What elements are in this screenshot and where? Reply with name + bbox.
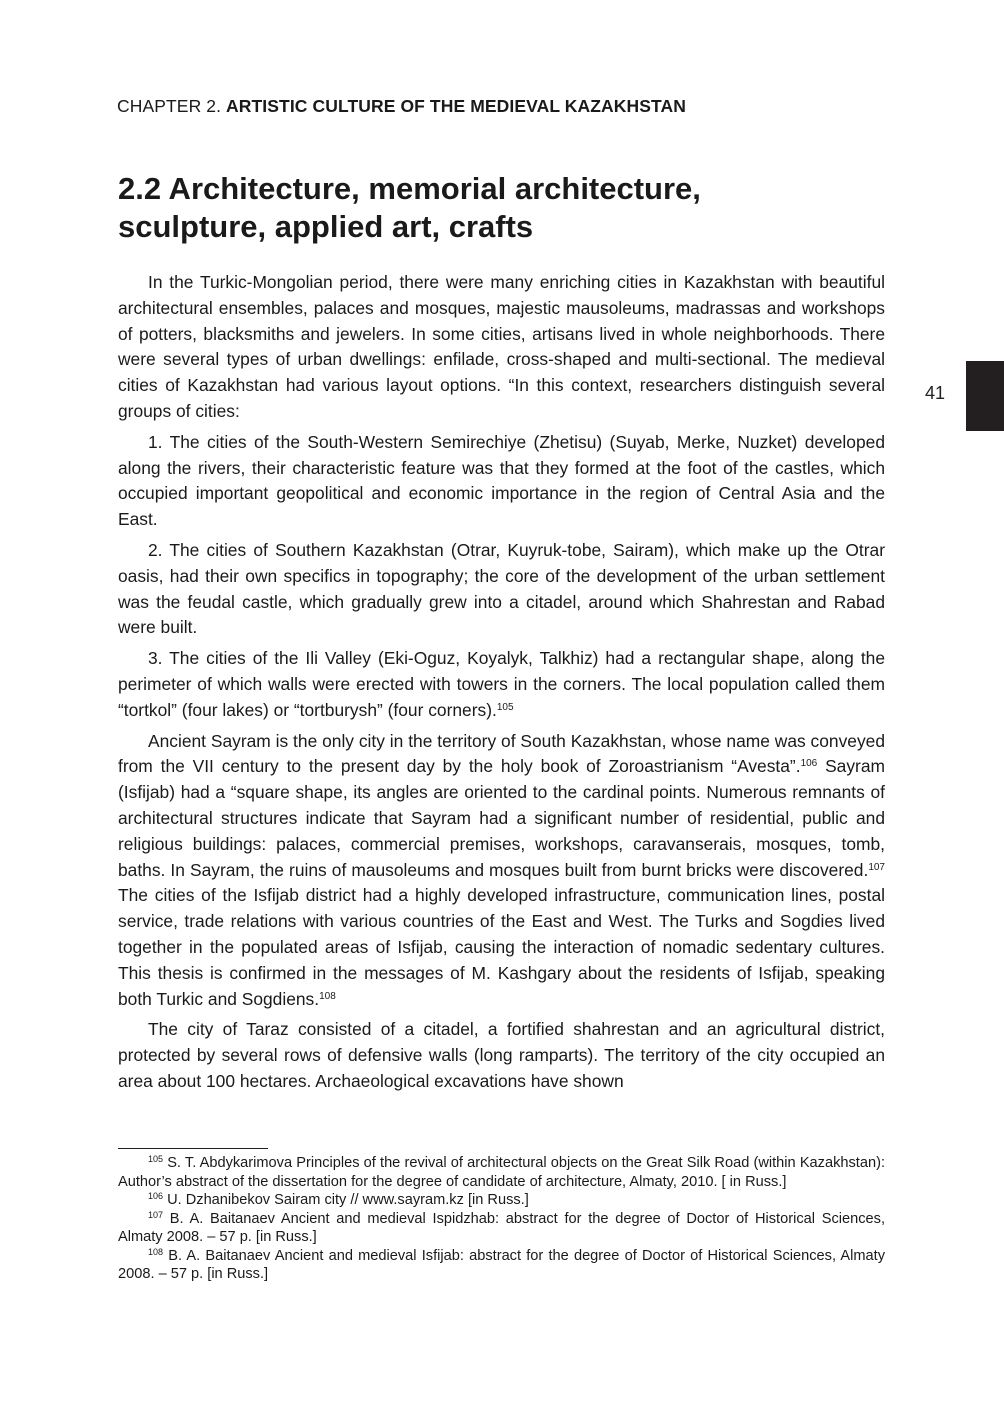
paragraph: The city of Taraz consisted of a citadel, a fortified shahrestan and an agricultural district, protected by several rows of defensive walls (long ramparts). The territory of the city occupied an area about 100 hectares. Archaeological excavations have shown — [118, 1019, 885, 1091]
chapter-prefix: CHAPTER 2. — [117, 96, 227, 116]
footnote-number: 105 — [148, 1154, 164, 1164]
section-title-line-1: 2.2 Architecture, memorial architecture, — [118, 171, 701, 206]
footnote — [118, 1210, 885, 1247]
footnote-number: 107 — [148, 1209, 164, 1220]
footnote-text: S. T. Abdykarimova Principles of the revival of architectural objects on the Great Silk Road (within Kazakhstan): Author’s abstract of the dissertation for the degree of candidate of architecture, Almaty, 2010. [ in Russ.] — [118, 1155, 885, 1190]
footnote-number: 106 — [148, 1191, 164, 1201]
paragraph-text: The cities of the Isfijab district had a highly developed infrastructure, communication lines, postal service, trade relations with various countries of the East and West. The Turks and Sogdies lived together in the populated areas of Isfijab, causing the interaction of nomadic sedentary cultures. This thesis is confirmed in the messages of M. Kashgary about the residents of Isfijab, speaking both Turkic and Sogdiens. — [118, 885, 885, 1009]
footnote-ref: 106 — [800, 758, 818, 770]
footnote-text: B. A. Baitanaev Ancient and medieval Isfijab: abstract for the degree of Doctor of Historical Sciences, Almaty 2008. – 57 p. [in Russ.] — [118, 1247, 885, 1282]
body-text — [118, 270, 885, 1100]
page-number: 41 — [925, 383, 946, 403]
paragraph-text: Ancient Sayram is the only city in the territory of South Kazakhstan, whose name was conveyed from the VII century to the present day by the holy book of Zoroastrianism “Avesta”. — [118, 730, 885, 777]
paragraph-text: 3. The cities of the Ili Valley (Eki-Oguz, Koyalyk, Talkhiz) had a rectangular shape, along the perimeter of which walls were erected with towers in the corners. The local population called them “tortkol” (four lakes) or “tortburysh” (four corners). — [118, 648, 885, 720]
footnote-text: U. Dzhanibekov Sairam city // www.sayram.kz [in Russ.] — [163, 1192, 529, 1208]
running-header — [117, 96, 686, 117]
footnote-ref: 105 — [496, 701, 514, 713]
paragraph-text: Sayram (Isfijab) had a “square shape, its angles are oriented to the cardinal points. Numerous remnants of architectural structures indicate that Sayram had a significant number of residential, public and religious buildings: palaces, commercial premises, workshops, caravanserais, mosques, tomb, baths. In Sayram, the ruins of mausoleums and mosques built from burnt bricks were discovered. — [118, 756, 885, 880]
footnote-number: 108 — [148, 1246, 164, 1257]
footnote-divider — [118, 1148, 268, 1149]
paragraph: 2. The cities of Southern Kazakhstan (Otrar, Kuyruk-tobe, Sairam), which make up the Otrar oasis, had their own specifics in topography; the core of the development of the urban settlement was the feudal castle, which gradually grew into a citadel, around which Shahrestan and Rabad were built. — [118, 539, 885, 638]
chapter-title: ARTISTIC CULTURE OF THE MEDIEVAL KAZAKHSTAN — [226, 96, 686, 116]
section-title — [118, 170, 818, 246]
page-edge-tab — [966, 361, 1004, 431]
footnote — [118, 1191, 885, 1210]
footnotes — [118, 1154, 885, 1284]
section-title-line-2: sculpture, applied art, crafts — [118, 209, 534, 244]
paragraph — [118, 729, 885, 1013]
footnote — [118, 1247, 885, 1284]
paragraph: In the Turkic-Mongolian period, there were many enriching cities in Kazakhstan with beautiful architectural ensembles, palaces and mosques, majestic mausoleums, madrassas and workshops of potters, blacksmiths and jewelers. In some cities, artisans lived in whole neighborhoods. There were several types of urban dwellings: enfilade, cross-shaped and multi-sectional. The medieval cities of Kazakhstan had various layout options. “In this context, researchers distinguish several groups of cities: — [118, 272, 885, 421]
footnote — [118, 1154, 885, 1191]
footnote-ref: 107 — [868, 861, 885, 873]
paragraph — [118, 646, 885, 723]
footnote-ref: 108 — [319, 990, 336, 1002]
footnote-text: B. A. Baitanaev Ancient and medieval Ispidzhab: abstract for the degree of Doctor of Historical Sciences, Almaty 2008. – 57 p. [in Russ.] — [118, 1210, 885, 1245]
paragraph: 1. The cities of the South-Western Semirechiye (Zhetisu) (Suyab, Merke, Nuzket) developed along the rivers, their characteristic feature was that they formed at the foot of the castles, which occupied important geopolitical and economic importance in the region of Central Asia and the East. — [118, 431, 885, 530]
